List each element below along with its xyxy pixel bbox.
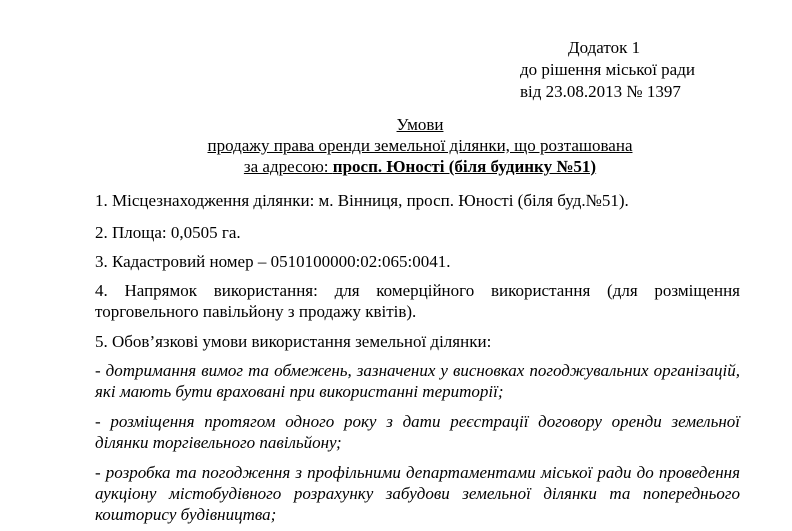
title-address: просп. Юності (біля будинку №51) [332, 157, 597, 176]
item-cadastral-number: 3. Кадастровий номер – 0510100000:02:065:0041. [95, 252, 451, 271]
item-location: 1. Місцезнаходження ділянки: м. Вінниця, просп. Юності (біля буд.№51). [95, 191, 629, 210]
condition-requirements: - дотримання вимог та обмежень, зазначених у висновках погоджувальних організацій, які мають бути враховані при використанні території; [95, 361, 740, 401]
title-line-2: продажу права оренди земельної ділянки, що розташована [207, 136, 633, 155]
title-line-3 [244, 157, 596, 176]
document-title [95, 114, 745, 177]
item-mandatory-conditions: 5. Обов’язкові умови використання земельної ділянки: [95, 332, 492, 351]
appendix-block [520, 37, 695, 103]
title-address-prefix: за адресою: [243, 157, 333, 176]
appendix-title: Додаток 1 [568, 38, 641, 57]
item-area: 2. Площа: 0,0505 га. [95, 223, 241, 242]
title-line-1: Умови [396, 115, 444, 134]
item-usage-purpose: 4. Напрямок використання: для комерційного використання (для розміщення торговельного павільйону з продажу квітів). [95, 281, 740, 321]
condition-urban-planning-calculation: - розробка та погодження з профільними департаментами міської ради до проведення аукціону містобудівного розрахунку забудови земельної ділянки та попереднього кошторису будівництва; [95, 463, 740, 524]
appendix-decision: до рішення міської ради [520, 60, 695, 79]
appendix-date-number: від 23.08.2013 № 1397 [520, 82, 681, 101]
condition-pavilion-placement: - розміщення протягом одного року з дати реєстрації договору оренди земельної ділянки торгівельного павільйону; [95, 412, 740, 452]
